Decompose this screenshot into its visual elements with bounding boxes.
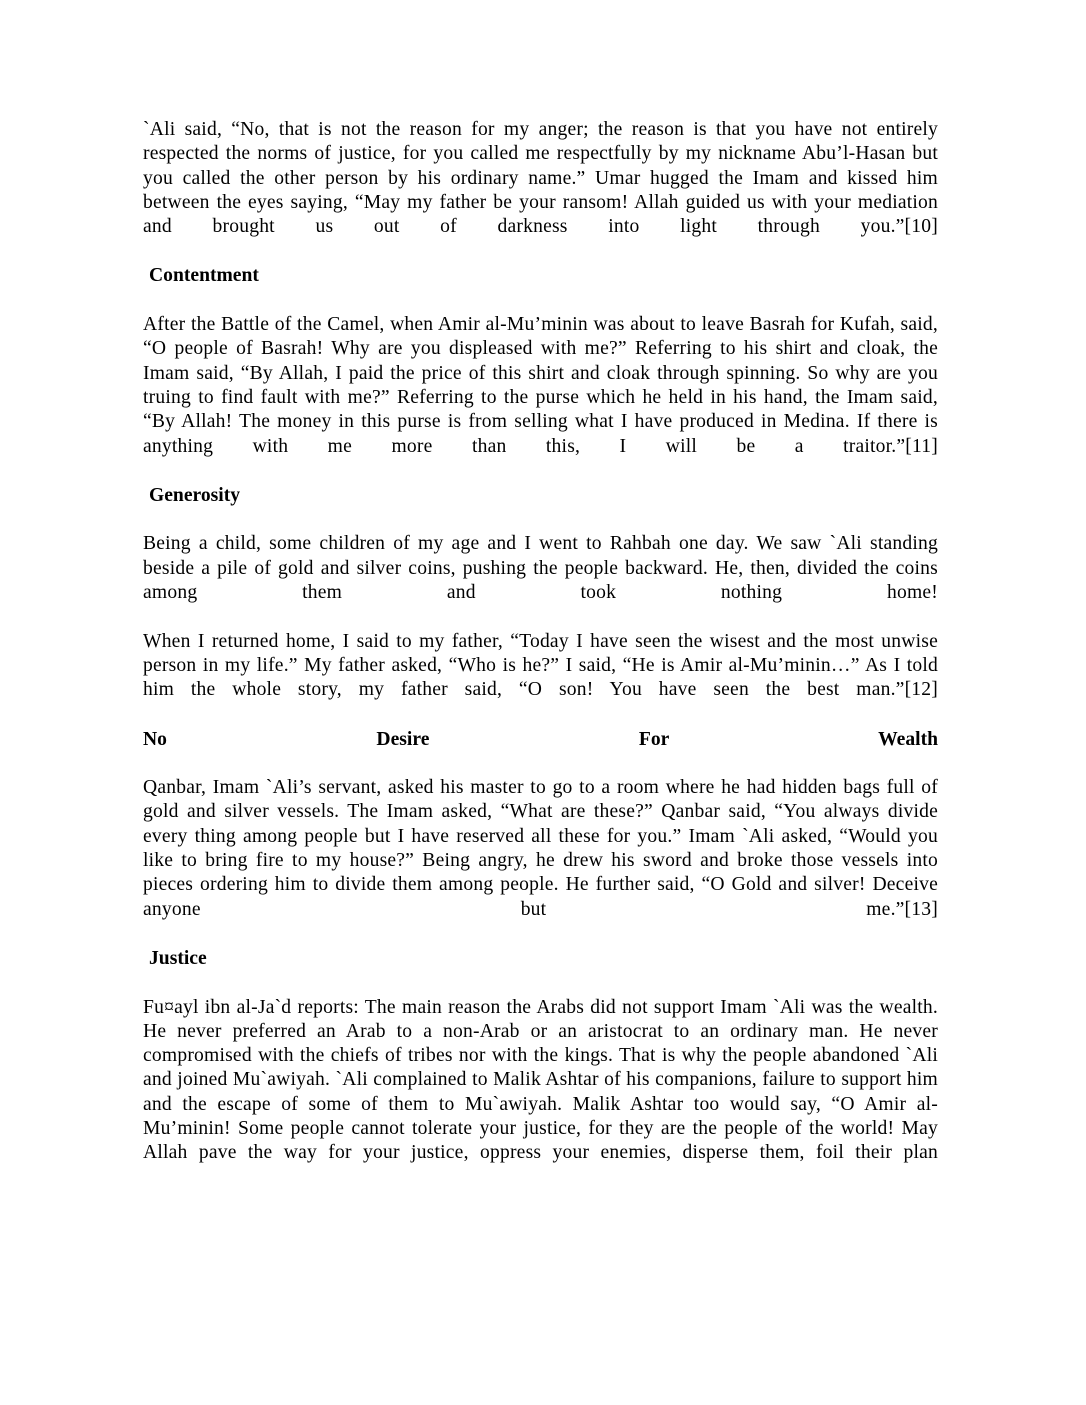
heading-justice: Justice xyxy=(149,947,207,969)
paragraph-contentment-body: After the Battle of the Camel, when Amir al-Mu’minin was about to leave Basrah for Kufah, said, “O people of Basrah! Why are you displeased with me?” Referring to his shirt and cloak, the Imam said, “By Allah, I paid the price of this shirt and cloak through spinning. So why are you truing to find fault with me?” Referring to the purse which he held in his hand, the Imam said, “By Allah! The money in this purse is from selling what I have produced in Medina. If there is anything with me more than this, I will be a traitor.”[11] xyxy=(143,314,938,457)
text-column xyxy=(143,118,938,1166)
heading-contentment: Contentment xyxy=(149,265,259,287)
heading-no-desire-for-wealth: No Desire For Wealth xyxy=(143,728,938,750)
heading-generosity: Generosity xyxy=(149,484,241,506)
paragraph-generosity-returned-home: When I returned home, I said to my father, “Today I have seen the wisest and the most unwise person in my life.” My father asked, “Who is he?” I said, “He is Amir al-Mu’minin…” As I told him the whole story, my father said, “O son! You have seen the best man.”[12] xyxy=(143,630,938,701)
paragraph-justice-body: Fu¤ayl ibn al-Ja`d reports: The main reason the Arabs did not support Imam `Ali was the wealth. He never preferred an Arab to a non-Arab or an aristocrat to an ordinary man. He never compromised with the chiefs of tribes nor with the kings. That is why the people abandoned `Ali and joined Mu`awiyah. `Ali complained to Malik Ashtar of his companions, failure to support him and the escape of some of them to Mu`awiyah. Malik Ashtar too would say, “O Amir al-Mu’minin! Some people cannot tolerate your justice, for they are the people of the world! May Allah pave the way for your justice, oppress your enemies, disperse them, foil their plan xyxy=(143,996,938,1164)
paragraph-generosity-rahbah: Being a child, some children of my age and I went to Rahbah one day. We saw `Ali standing beside a pile of gold and silver coins, pushing the people backward. He, then, divided the coins among them and took nothing home! xyxy=(143,533,938,604)
paragraph-qanbar-vessels: Qanbar, Imam `Ali’s servant, asked his master to go to a room where he had hidden bags full of gold and silver vessels. The Imam asked, “What are these?” Qanbar said, “You always divide every thing among people but I have reserved all these for you.” Imam `Ali asked, “Would you like to bring fire to my house?” Being angry, he drew his sword and broke those vessels into pieces ordering him to divide them among people. He further said, “O Gold and silver! Deceive anyone but me.”[13] xyxy=(143,777,938,920)
paragraph-ali-said-anger: `Ali said, “No, that is not the reason for my anger; the reason is that you have not entirely respected the norms of justice, for you called me respectfully by my nickname Abu’l-Hasan but you called the other person by his ordinary name.” Umar hugged the Imam and kissed him between the eyes saying, “May my father be your ransom! Allah guided us with your mediation and brought us out of darkness into light through you.”[10] xyxy=(143,119,938,238)
